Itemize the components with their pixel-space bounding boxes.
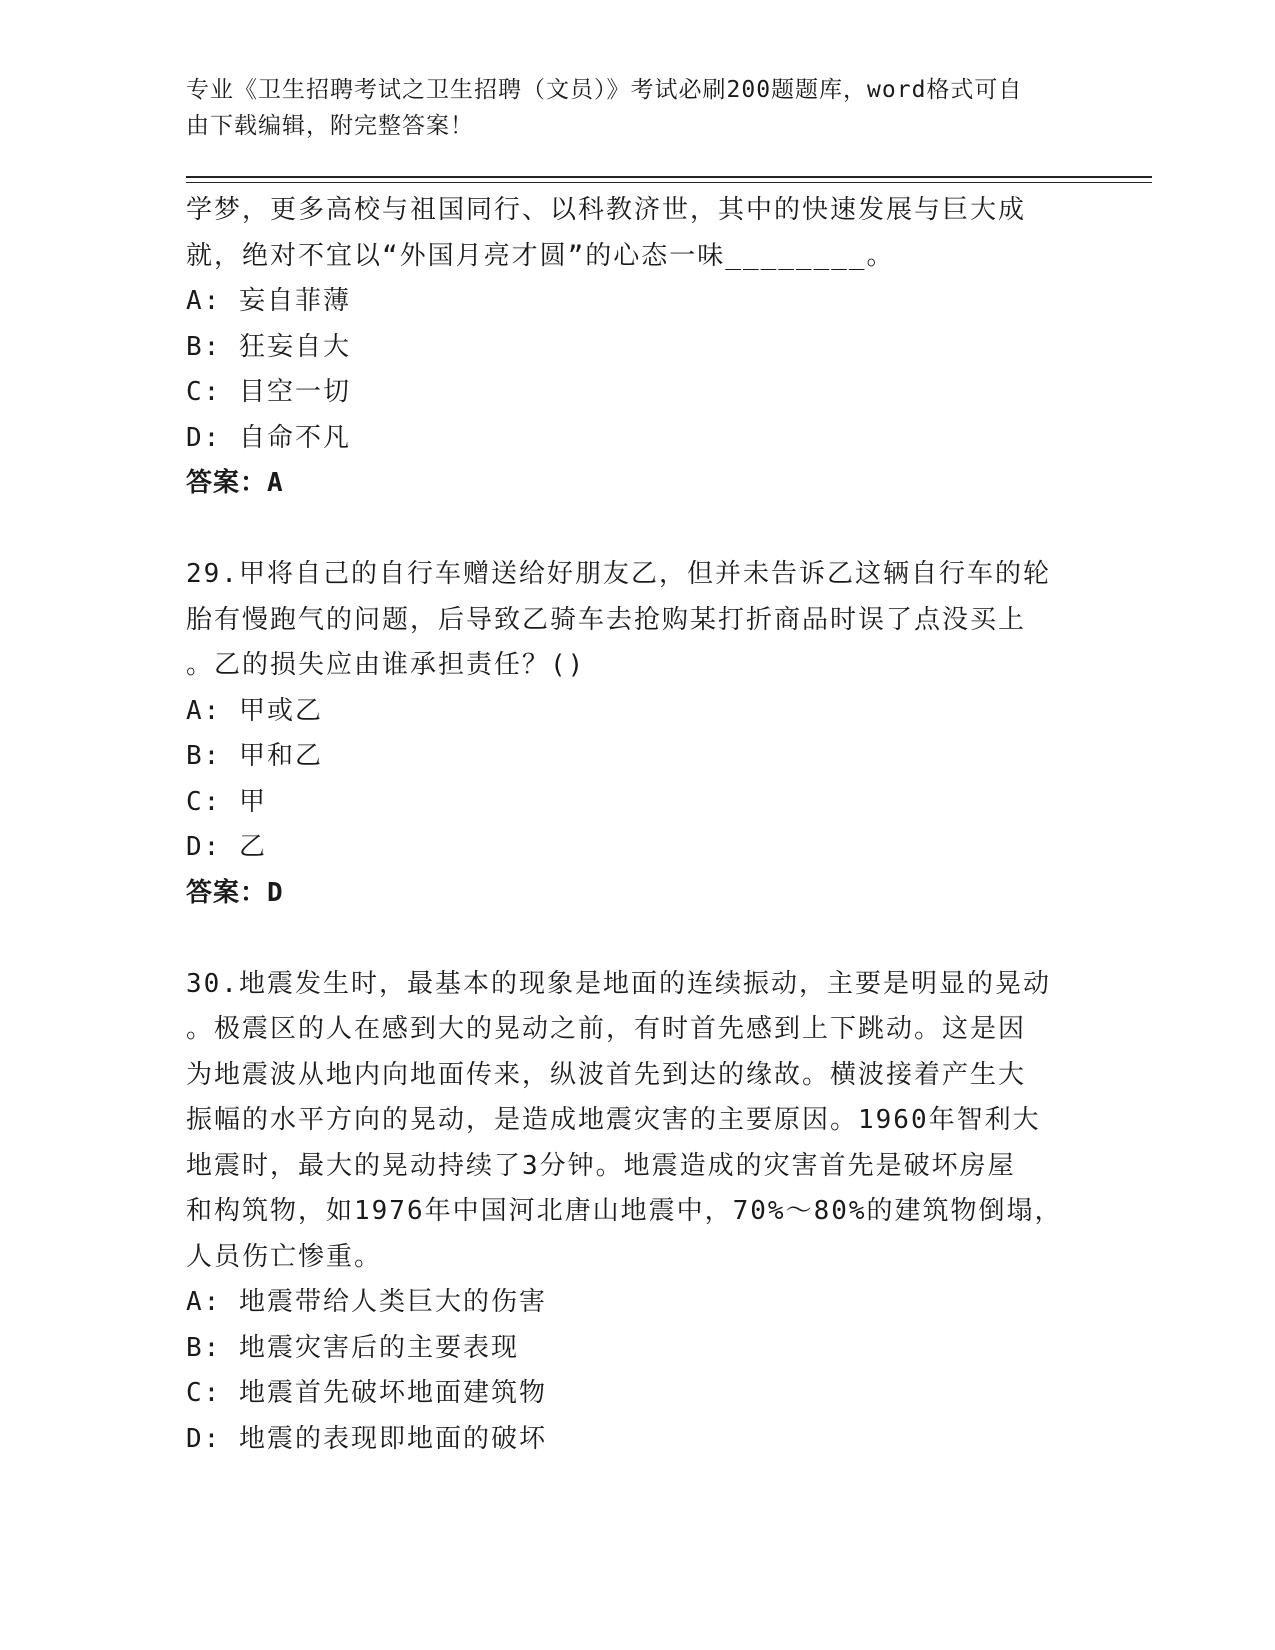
spacer — [186, 507, 1076, 553]
header-rule-thin — [186, 182, 1152, 183]
answer-label: 答案：D — [186, 877, 284, 908]
header-rule-thick — [186, 176, 1152, 178]
question-28 — [186, 188, 1076, 507]
option-a: A: 地震带给人类巨大的伤害 — [186, 1287, 547, 1317]
question-text-line: 为地震波从地内向地面传来，纵波首先到达的缘故。横波接着产生大 — [186, 1059, 1027, 1090]
option-c: C: 地震首先破坏地面建筑物 — [186, 1378, 547, 1408]
option-c: C: 目空一切 — [186, 377, 351, 407]
question-text-line: 学梦，更多高校与祖国同行、以科教济世，其中的快速发展与巨大成 — [186, 195, 1027, 225]
option-a: A: 妄自菲薄 — [186, 286, 351, 316]
document-header — [186, 72, 1066, 144]
option-b: B: 狂妄自大 — [186, 331, 351, 362]
question-text-line: 振幅的水平方向的晃动，是造成地震灾害的主要原因。1960年智利大 — [186, 1105, 1041, 1135]
question-text-line: 。极震区的人在感到大的晃动之前，有时首先感到上下跳动。这是因 — [186, 1014, 1027, 1044]
answer-label: 答案：A — [186, 468, 284, 498]
question-text-line: 。乙的损失应由谁承担责任？() — [186, 650, 586, 680]
header-line-2: 由下载编辑，附完整答案！ — [186, 113, 474, 139]
option-b: B: 甲和乙 — [186, 741, 323, 771]
question-text-line: 胎有慢跑气的问题，后导致乙骑车去抢购某打折商品时误了点没买上 — [186, 604, 1027, 635]
document-body — [186, 188, 1076, 1462]
question-text-line: 29.甲将自己的自行车赠送给好朋友乙，但并未告诉乙这辆自行车的轮 — [186, 559, 1051, 589]
option-c: C: 甲 — [186, 786, 267, 817]
option-a: A: 甲或乙 — [186, 695, 323, 726]
question-text-line: 就，绝对不宜以“外国月亮才圆”的心态一味________。 — [186, 240, 895, 271]
question-30 — [186, 962, 1076, 1463]
option-d: D: 自命不凡 — [186, 422, 351, 453]
option-b: B: 地震灾害后的主要表现 — [186, 1332, 519, 1363]
spacer — [186, 916, 1076, 962]
option-d: D: 乙 — [186, 832, 267, 862]
question-text-line: 30.地震发生时，最基本的现象是地面的连续振动，主要是明显的晃动 — [186, 968, 1051, 999]
question-29 — [186, 552, 1076, 916]
question-text-line: 地震时，最大的晃动持续了3分钟。地震造成的灾害首先是破坏房屋 — [186, 1150, 1016, 1181]
header-line-1: 专业《卫生招聘考试之卫生招聘（文员）》考试必刷200题题库，word格式可自 — [186, 77, 1023, 103]
option-d: D: 地震的表现即地面的破坏 — [186, 1423, 547, 1454]
question-text-line: 和构筑物，如1976年中国河北唐山地震中，70%～80%的建筑物倒塌， — [186, 1196, 1063, 1226]
question-text-line: 人员伤亡惨重。 — [186, 1241, 383, 1272]
